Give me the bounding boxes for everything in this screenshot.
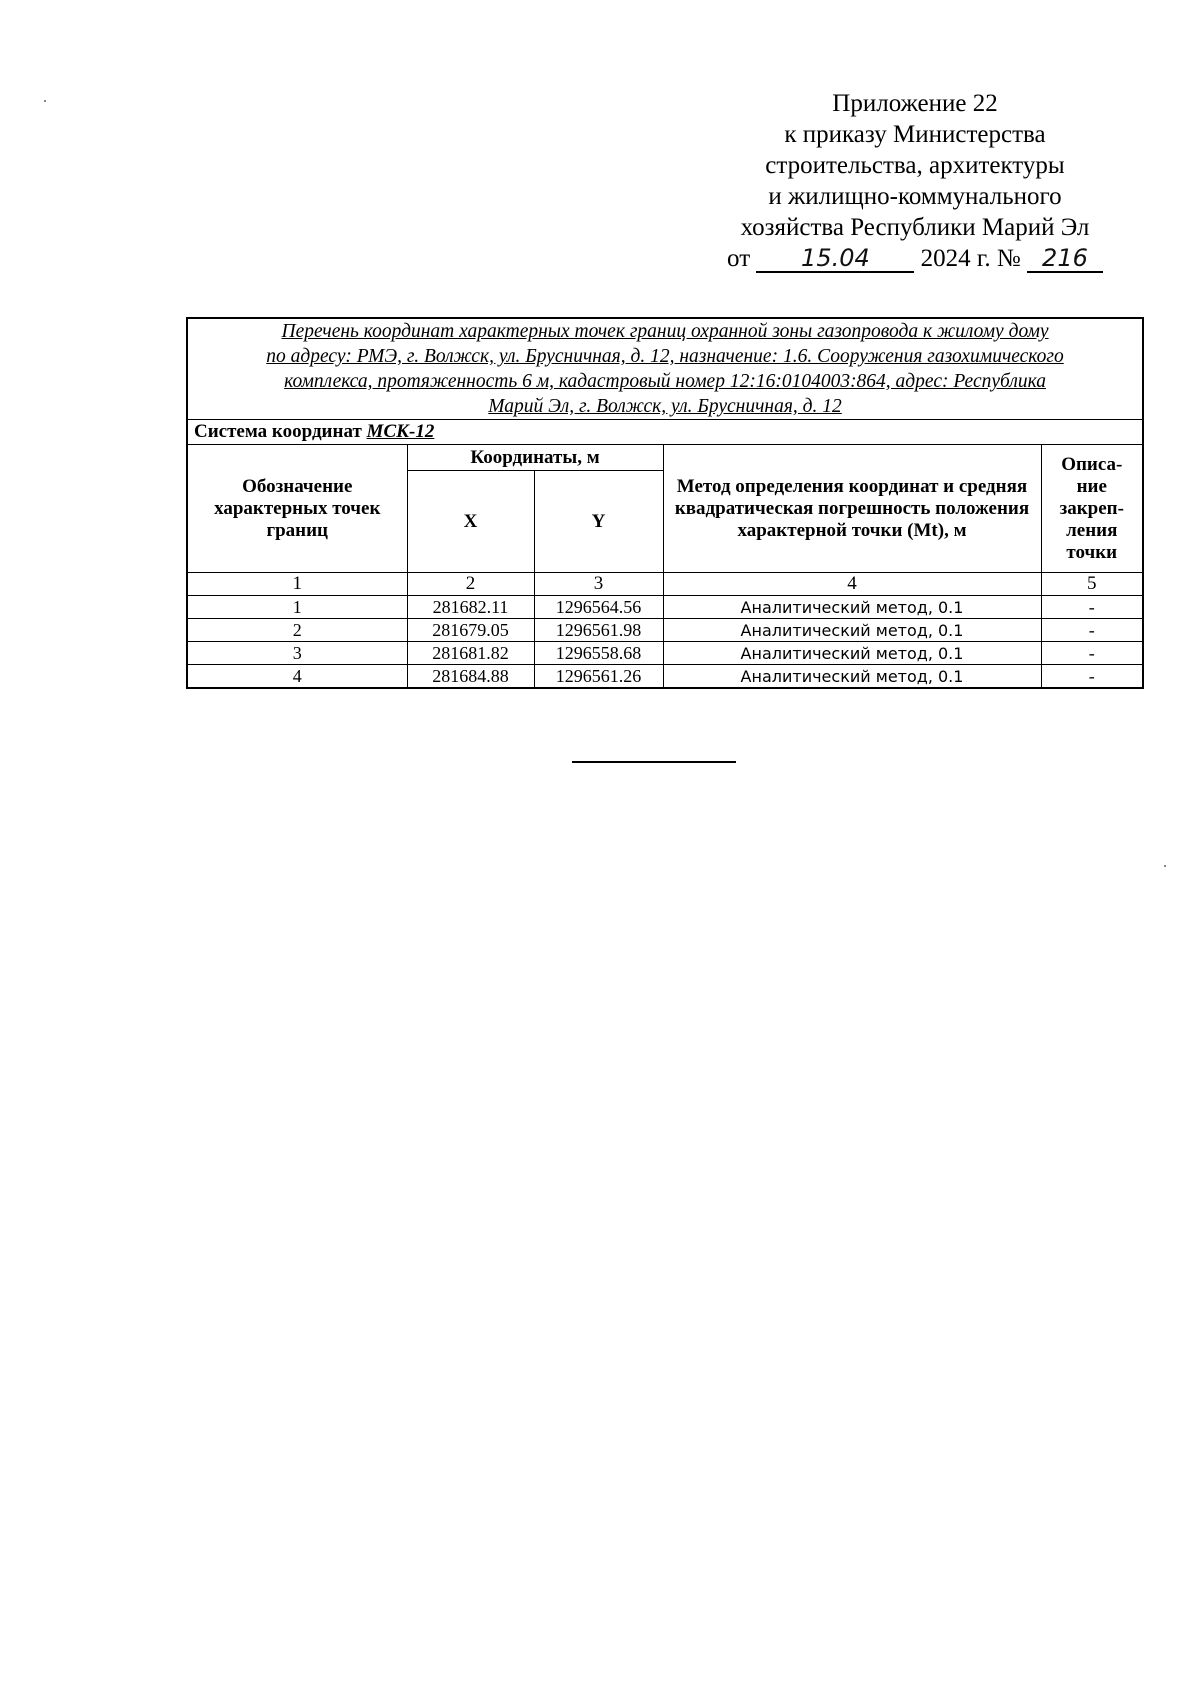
table-row [187, 619, 1143, 642]
description-cell: - [1041, 596, 1143, 619]
appendix-ministry-line-2: и жилищно-коммунального [768, 183, 1062, 210]
coord-y: 1296564.56 [534, 596, 663, 619]
table-title [187, 318, 1143, 420]
column-number: 2 [407, 573, 534, 596]
coordinates-table [186, 317, 1144, 689]
table-title-line-3: комплекса, протяженность 6 м, кадастровый номер 12:16:0104003:864, адрес: Республика [284, 371, 1046, 392]
table-row [187, 665, 1143, 689]
header-method: Метод определения координат и средняя квадратическая погрешность положения характерной точки (Mt), м [663, 445, 1041, 573]
scan-speck [1164, 865, 1166, 867]
header-x: X [407, 471, 534, 573]
point-id: 4 [187, 665, 407, 689]
appendix-header [700, 88, 1130, 274]
coord-x: 281682.11 [407, 596, 534, 619]
table-row [187, 642, 1143, 665]
description-cell: - [1041, 642, 1143, 665]
method-cell: Аналитический метод, 0.1 [663, 619, 1041, 642]
point-id: 1 [187, 596, 407, 619]
end-of-document-rule [572, 761, 736, 763]
method-cell: Аналитический метод, 0.1 [663, 596, 1041, 619]
coord-x: 281679.05 [407, 619, 534, 642]
point-id: 2 [187, 619, 407, 642]
header-description: Описа- ние закреп- ления точки [1041, 445, 1143, 573]
table-title-line-1: Перечень координат характерных точек границ охранной зоны газопровода к жилому дому [281, 321, 1049, 342]
column-number: 4 [663, 573, 1041, 596]
point-id: 3 [187, 642, 407, 665]
appendix-order-ref: к приказу Министерства [784, 121, 1046, 148]
coord-x: 281684.88 [407, 665, 534, 689]
handwritten-date: 15.04 [756, 245, 914, 273]
column-number: 1 [187, 573, 407, 596]
column-number-row [187, 573, 1143, 596]
table-row [187, 596, 1143, 619]
header-points: Обозначение характерных точек границ [187, 445, 407, 573]
appendix-title: Приложение 22 [832, 90, 998, 117]
date-prefix: от [727, 245, 751, 272]
method-cell: Аналитический метод, 0.1 [663, 642, 1041, 665]
handwritten-order-number: 216 [1027, 245, 1103, 273]
header-coordinates: Координаты, м [407, 445, 663, 471]
column-number: 3 [534, 573, 663, 596]
coord-x: 281681.82 [407, 642, 534, 665]
header-y: Y [534, 471, 663, 573]
coordinates-table-wrapper [186, 317, 1142, 689]
method-cell: Аналитический метод, 0.1 [663, 665, 1041, 689]
coord-y: 1296561.98 [534, 619, 663, 642]
coordinate-system-name: МСК-12 [366, 421, 435, 442]
coord-y: 1296558.68 [534, 642, 663, 665]
description-cell: - [1041, 619, 1143, 642]
column-number: 5 [1041, 573, 1143, 596]
table-title-line-4: Марий Эл, г. Волжск, ул. Брусничная, д. 12 [488, 396, 842, 417]
scan-speck [44, 100, 46, 102]
coordinate-system-row [187, 420, 1143, 445]
description-cell: - [1041, 665, 1143, 689]
coord-y: 1296561.26 [534, 665, 663, 689]
appendix-ministry-line-3: хозяйства Республики Марий Эл [740, 214, 1090, 241]
year-text: 2024 г. № [920, 245, 1021, 272]
table-title-line-2: по адресу: РМЭ, г. Волжск, ул. Брусничная, д. 12, назначение: 1.6. Сооружения газохимического [266, 346, 1064, 367]
coordinate-system-label: Система координат [194, 421, 362, 442]
appendix-date-line [700, 243, 1130, 274]
appendix-ministry-line-1: строительства, архитектуры [765, 152, 1065, 179]
